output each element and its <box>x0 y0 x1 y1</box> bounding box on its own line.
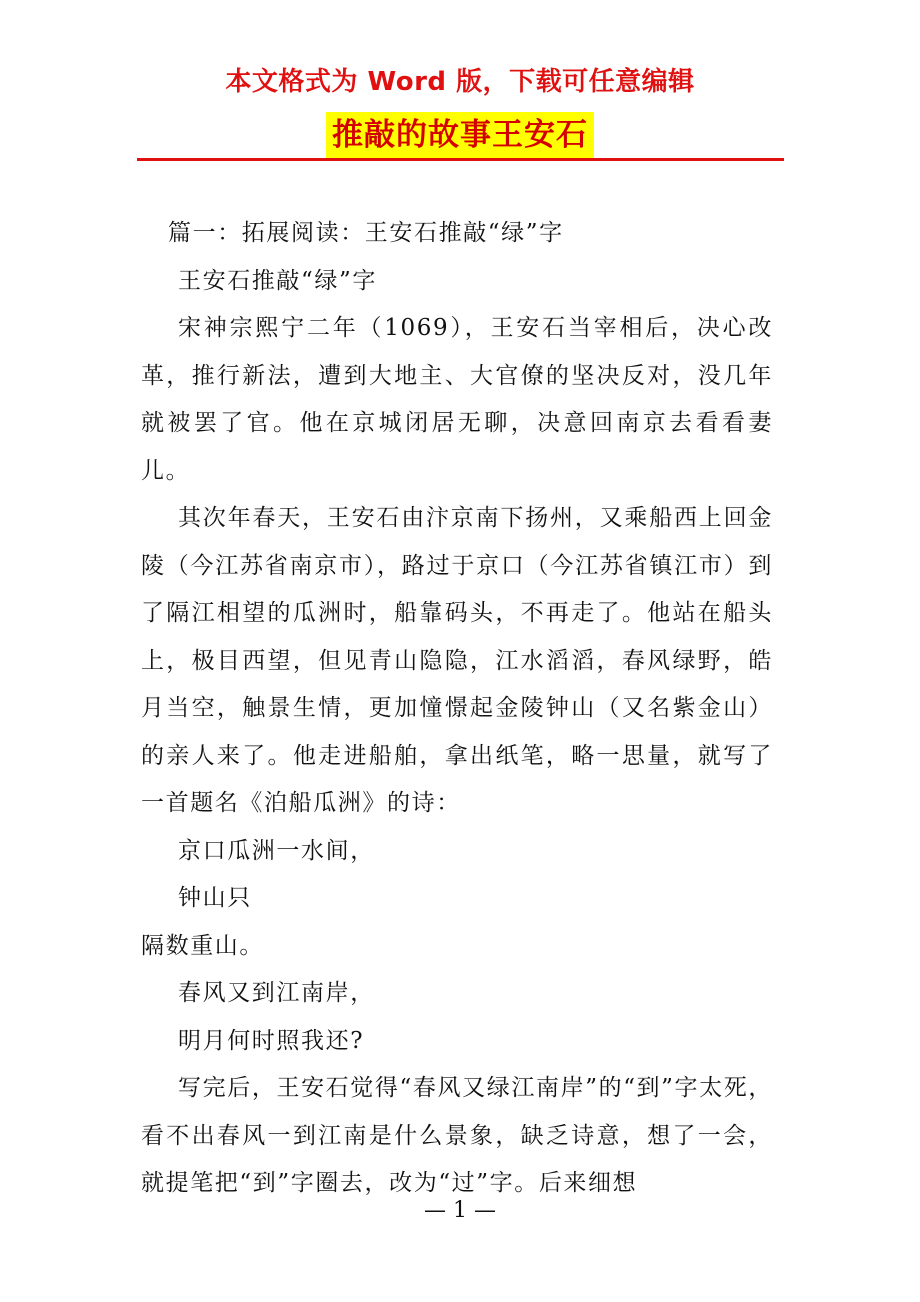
poem-line-1: 京口瓜洲一水间， <box>178 837 375 864</box>
poem-line-2a: 钟山只 <box>178 885 252 911</box>
paragraph-3: 写完后，王安石觉得“春风又绿江南岸”的“到”字太死，看不出春风一到江南是什么景象，缺乏诗意，想了一会，就提笔把“到”字圈去，改为“过”字。后来细想 <box>141 1075 773 1196</box>
format-banner: 本文格式为 Word 版，下载可任意编辑 <box>225 67 695 97</box>
section-heading: 篇一：拓展阅读：王安石推敲“绿”字 <box>168 220 564 246</box>
poem-line-4: 明月何时照我还? <box>178 1027 365 1054</box>
poem-line-3: 春风又到江南岸， <box>178 980 375 1006</box>
page-number: — 1 — <box>424 1198 496 1223</box>
article-subtitle: 王安石推敲“绿”字 <box>178 267 377 294</box>
document-title: 推敲的故事王安石 <box>326 112 594 158</box>
document-body <box>141 210 773 1208</box>
paragraph-2: 其次年春天，王安石由汴京南下扬州，又乘船西上回金陵（今江苏省南京市），路过于京口（今江苏省镇江市）到了隔江相望的瓜洲时，船靠码头，不再走了。他站在船头上，极目西望，但见青山隐隐，江水滔滔，春风绿野，皓月当空，触景生情，更加憧憬起金陵钟山（又名紫金山）的亲人来了。他走进船舶，拿出纸笔，略一思量，就写了一首题名《泊船瓜洲》的诗： <box>141 505 773 816</box>
paragraph-1: 宋神宗熙宁二年（1069），王安石当宰相后，决心改革，推行新法，遭到大地主、大官僚的坚决反对，没几年就被罢了官。他在京城闭居无聊，决意回南京去看看妻儿。 <box>141 315 773 484</box>
poem-line-2b: 隔数重山。 <box>141 932 264 959</box>
title-container <box>0 112 920 158</box>
title-divider <box>137 158 784 161</box>
